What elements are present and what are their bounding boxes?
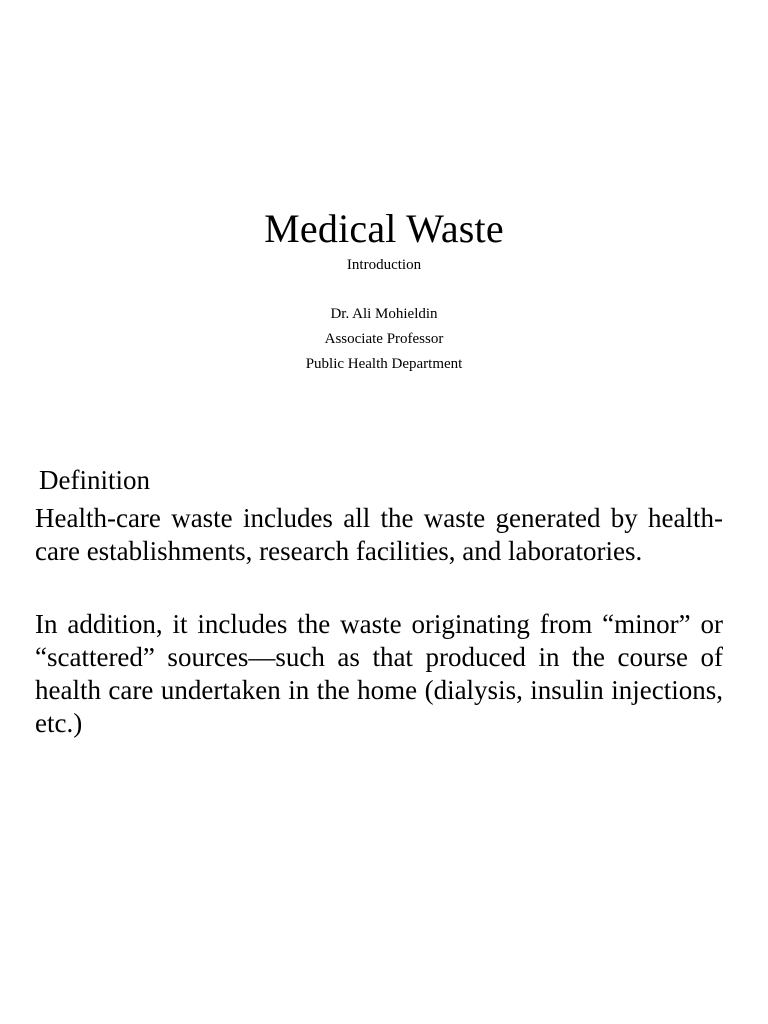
- definition-paragraph-1: Health-care waste includes all the waste generated by health-care establishments, research facilities, and laboratories.: [35, 503, 723, 566]
- title-block: [0, 205, 768, 274]
- definition-heading: Definition: [39, 465, 150, 495]
- author-block: [0, 302, 768, 377]
- author-name: Dr. Ali Mohieldin: [330, 306, 438, 322]
- author-position: Associate Professor: [324, 331, 444, 347]
- page-title: Medical Waste: [264, 206, 504, 251]
- definition-paragraph-2: In addition, it includes the waste originating from “minor” or “scattered” sources—such as that produced in the course of health care undertaken in the home (dialysis, insulin injections, etc.): [35, 609, 723, 738]
- author-department: Public Health Department: [305, 356, 463, 372]
- page-subtitle: Introduction: [346, 257, 422, 273]
